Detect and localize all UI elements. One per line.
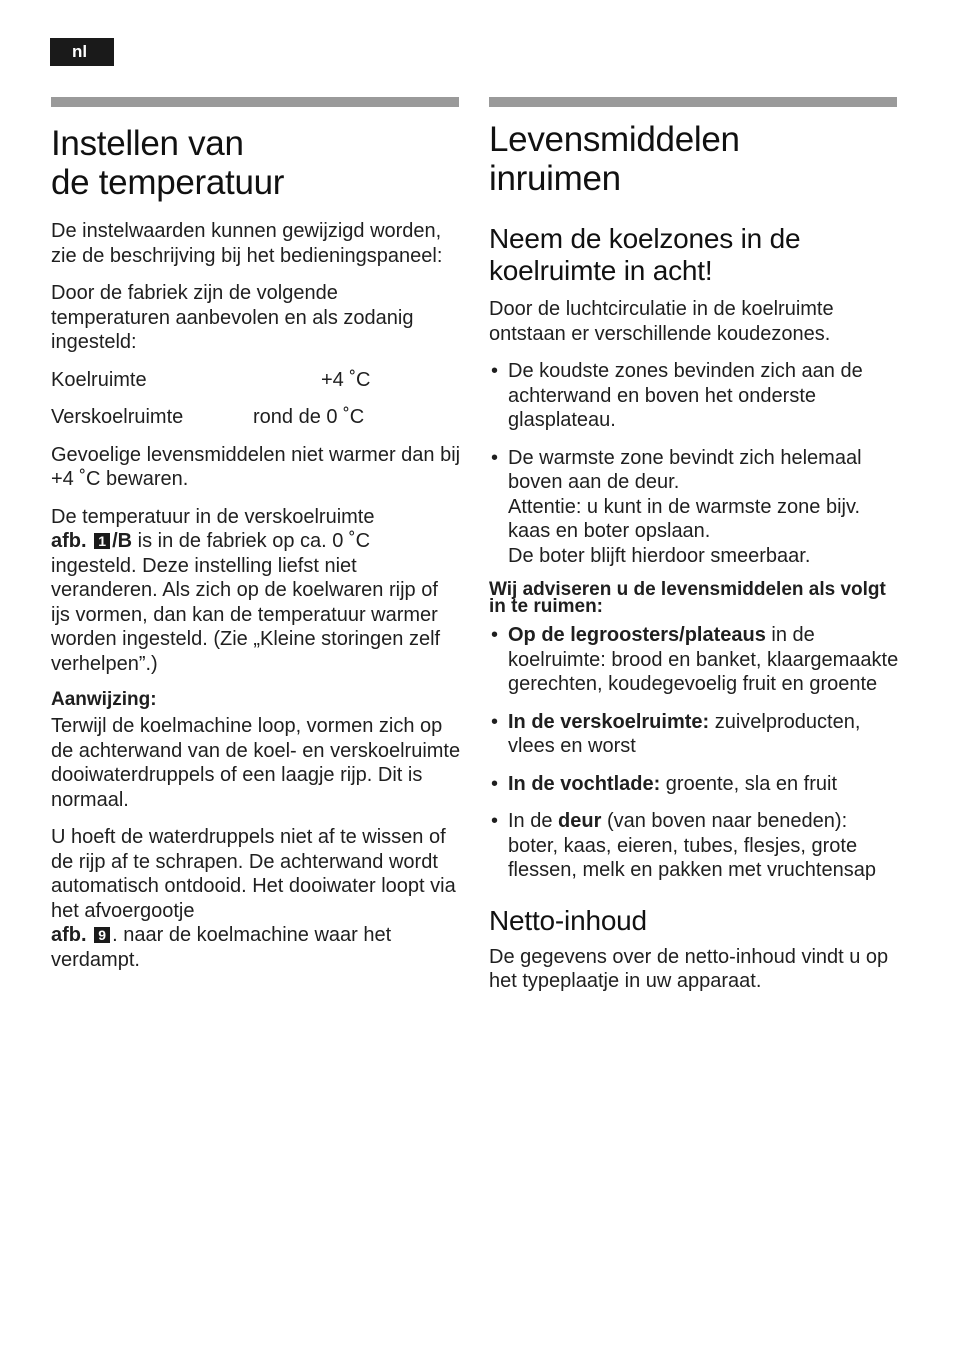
figure-ref-badge: 9 <box>94 927 110 943</box>
defrost-paragraph: U hoeft de waterdruppels niet af te wissen of de rijp af te schrapen. De achterwand wordt automatisch ontdooid. Het dooiwater loopt via het afvoergootje afb. 9 . naar de koelmachine waar het verdampt. <box>51 826 456 971</box>
zones-list <box>489 359 899 568</box>
list-item: • De koudste zones bevinden zich aan de achterwand en boven het onderste glasplateau. <box>489 359 899 433</box>
factory-paragraph: Door de fabriek zijn de volgende temperaturen aanbevolen en als zodanig ingesteld: <box>51 282 414 353</box>
section-rule <box>489 97 897 107</box>
advice-heading: Wij adviseren u de levensmiddelen als volgt in te ruimen: <box>489 579 886 617</box>
intro-paragraph: De instelwaarden kunnen gewijzigd worden, zie de beschrijving bij het bedieningspaneel: <box>51 220 443 267</box>
left-column <box>51 97 461 985</box>
subsection-title-netto: Netto-inhoud <box>489 904 647 936</box>
hint-label: Aanwijzing: <box>51 689 157 710</box>
netto-paragraph: De gegevens over de netto-inhoud vindt u op het typeplaatje in uw apparaat. <box>489 945 889 992</box>
list-item: • In de deur (van boven naar beneden): boter, kaas, eieren, tubes, flesjes, grote flessen, melk en pakken met vruchtensap <box>489 809 899 883</box>
list-item: • De warmste zone bevindt zich helemaal boven aan de deur. Attentie: u kunt in de warmste zone bijv. kaas en boter opslaan. De boter blijft hierdoor smeerbaar. <box>489 446 899 569</box>
section-title-temperature: Instellen van de temperatuur <box>51 124 285 202</box>
right-column <box>489 97 899 1007</box>
list-item: • In de vochtlade: groente, sla en fruit <box>489 772 899 797</box>
section-rule <box>51 97 459 107</box>
list-item: • Op de legroosters/plateaus in de koelruimte: brood en banket, klaargemaakte gerechten, koudegevoelig fruit en groente <box>489 623 899 697</box>
hint-paragraph: Terwijl de koelmachine loop, vormen zich op de achterwand van de koel- en verskoelruimte dooiwaterdruppels of een laagje rijp. Dit is normaal. <box>51 715 461 811</box>
placement-list <box>489 623 899 883</box>
subsection-title-zones: Neem de koelzones in de koelruimte in acht! <box>489 223 801 286</box>
language-tab: nl <box>50 38 114 66</box>
figure-ref-badge: 1 <box>94 533 110 549</box>
circulation-paragraph: Door de luchtcirculatie in de koelruimte ontstaan er verschillende koudezones. <box>489 298 834 345</box>
temp-row-verskoelruimte: Verskoelruimte rond de 0 ˚C <box>51 406 365 428</box>
section-title-storage: Levensmiddelen inruimen <box>489 120 740 198</box>
sensitive-food-paragraph: Gevoelige levensmiddelen niet warmer dan bij +4 ˚C bewaren. <box>51 443 461 490</box>
temp-row-koelruimte: Koelruimte +4 ˚C <box>51 368 371 391</box>
list-item: • In de verskoelruimte: zuivelproducten, vlees en worst <box>489 710 899 759</box>
verskoel-paragraph: De temperatuur in de verskoelruimte afb. 1 /B is in de fabriek op ca. 0 ˚C ingesteld. Deze instelling liefst niet veranderen. Als zich op de koelwaren rijp of ijs vormen, dan kan de temperatuur warmer worden ingesteld. (Zie „Kleine storingen zelf verhelpen”.) <box>51 505 441 675</box>
